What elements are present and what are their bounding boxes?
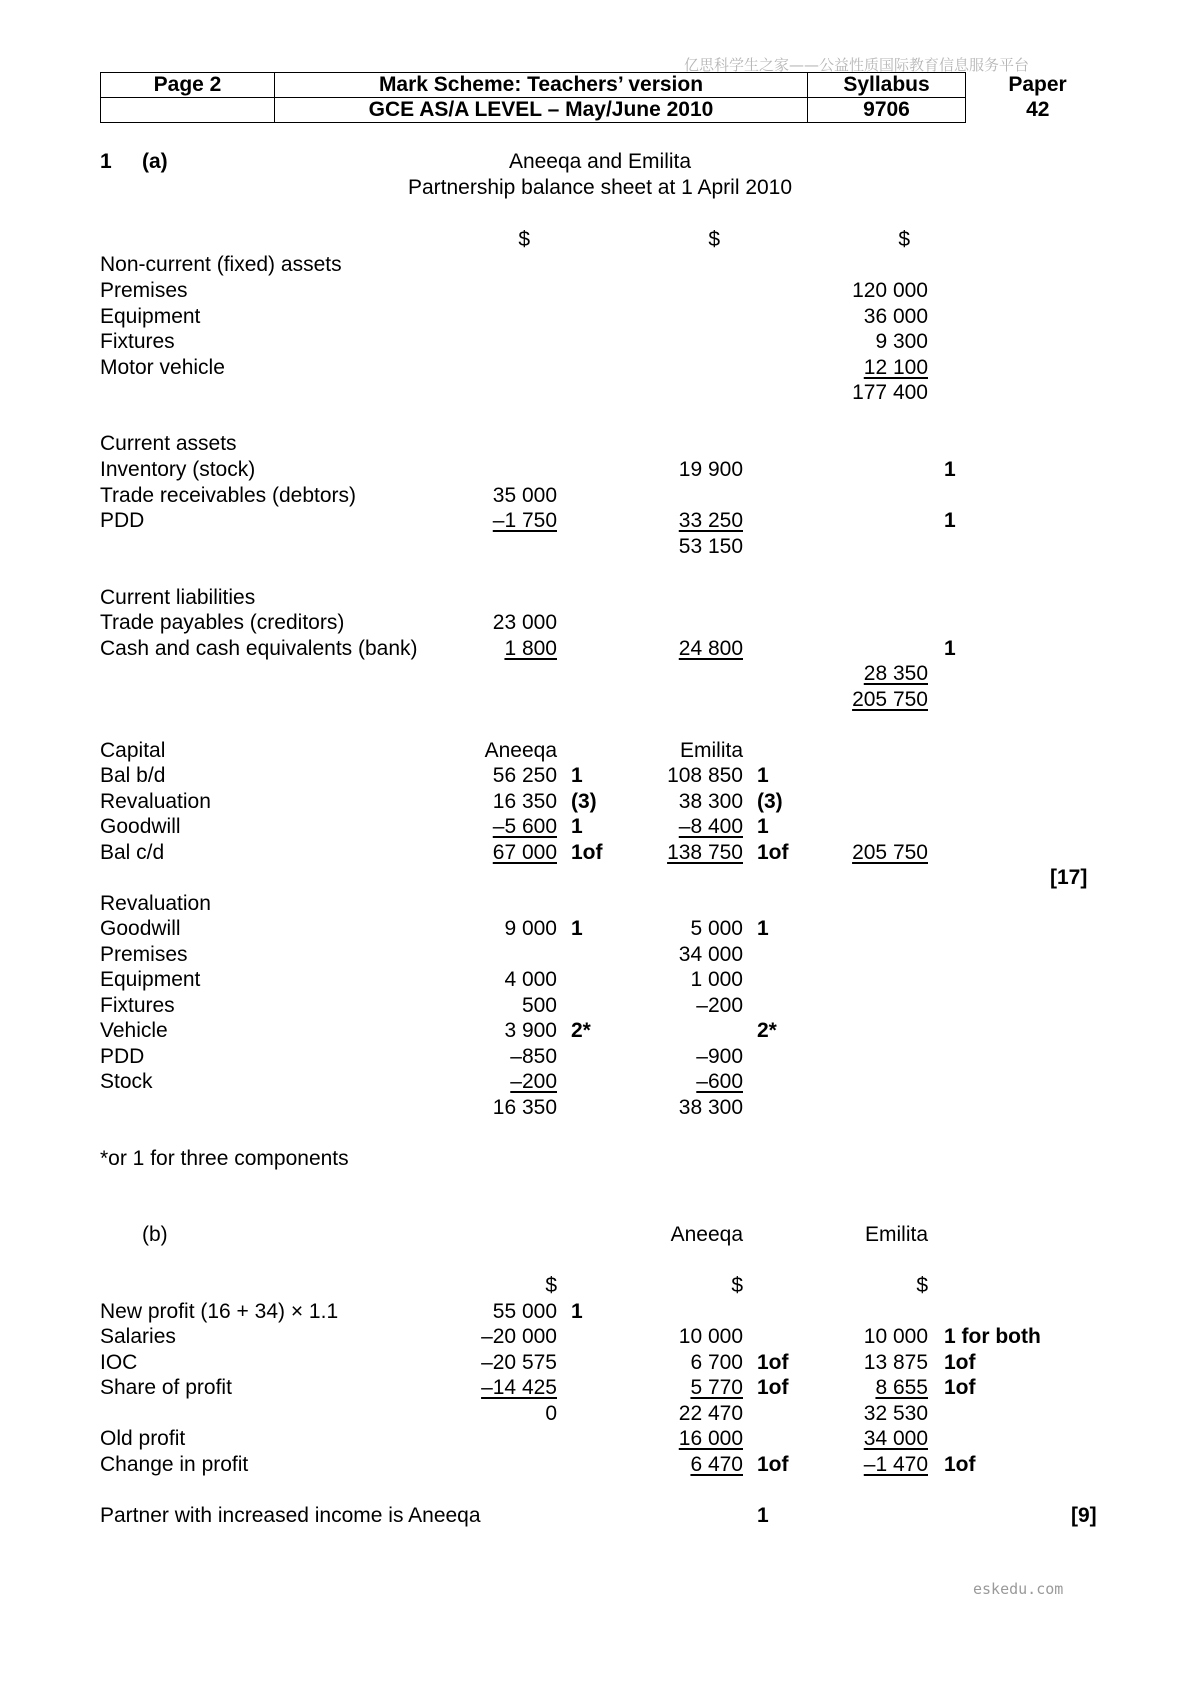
header-title: Mark Scheme: Teachers’ version: [275, 73, 808, 98]
capital-row-label: Bal b/d: [100, 764, 166, 787]
revaluation-heading: Revaluation: [100, 892, 211, 915]
revaluation-aneeqa-mark: 2*: [571, 1019, 591, 1042]
part-b-total-marks: [9]: [1071, 1504, 1097, 1527]
payables-label: Trade payables (creditors): [100, 611, 345, 634]
equipment-label: Equipment: [100, 305, 201, 328]
net-current-assets: 28 350: [863, 662, 928, 685]
receivables-value: 35 000: [492, 484, 557, 507]
watermark-top: 亿思科学生之家——公益性质国际教育信息服务平台: [684, 56, 1030, 74]
revaluation-aneeqa-value: 9 000: [504, 917, 557, 940]
change-profit-label: Change in profit: [100, 1453, 249, 1476]
change-profit-aneeqa-mark: 1of: [757, 1453, 789, 1476]
revaluation-row-label: Premises: [100, 943, 188, 966]
ncfa-heading: Non-current (fixed) assets: [100, 253, 342, 276]
part-b-aneeqa-mark: 1of: [757, 1376, 789, 1399]
part-b-emilita-mark: 1 for both: [944, 1325, 1041, 1348]
bank-value: 1 800: [504, 637, 557, 660]
question-part-b: (b): [142, 1223, 168, 1246]
pdd-label: PDD: [100, 509, 145, 532]
inventory-label: Inventory (stock): [100, 458, 256, 481]
part-b-emilita-mark: 1of: [944, 1351, 976, 1374]
revaluation-emilita-total: 38 300: [678, 1096, 743, 1119]
revaluation-emilita-mark: 1: [757, 917, 769, 940]
part-b-row-label: Salaries: [100, 1325, 176, 1348]
capital-col-aneeqa: Aneeqa: [484, 739, 557, 762]
revaluation-emilita-value: 34 000: [678, 943, 743, 966]
change-profit-aneeqa: 6 470: [690, 1453, 743, 1476]
capital-emilita-value: –8 400: [678, 815, 743, 838]
receivables-label: Trade receivables (debtors): [100, 484, 356, 507]
header-page: Page 2: [101, 73, 275, 98]
pdd-mark: 1: [944, 509, 956, 532]
header-subtitle: GCE AS/A LEVEL – May/June 2010: [275, 98, 808, 123]
header-table: [100, 72, 1110, 123]
change-profit-emilita-mark: 1of: [944, 1453, 976, 1476]
revaluation-row-label: Vehicle: [100, 1019, 168, 1042]
revaluation-aneeqa-total: 16 350: [492, 1096, 557, 1119]
part-b-currency-col1: $: [545, 1274, 557, 1297]
balance-sheet-total: 205 750: [852, 688, 928, 711]
inventory-value: 19 900: [678, 458, 743, 481]
capital-emilita-mark: 1: [757, 764, 769, 787]
revaluation-emilita-value: 5 000: [690, 917, 743, 940]
part-b-aneeqa-value: 5 770: [690, 1376, 743, 1399]
revaluation-aneeqa-mark: 1: [571, 917, 583, 940]
capital-aneeqa-value: 67 000: [492, 841, 557, 864]
premises-label: Premises: [100, 279, 188, 302]
old-profit-emilita: 34 000: [863, 1427, 928, 1450]
currency-col2: $: [708, 228, 720, 251]
ca-total: 53 150: [678, 535, 743, 558]
footnote: *or 1 for three components: [100, 1147, 349, 1170]
capital-aneeqa-value: –5 600: [492, 815, 557, 838]
part-b-currency-col3: $: [916, 1274, 928, 1297]
part-b-subtotal-aneeqa: 22 470: [678, 1402, 743, 1425]
part-a-total-marks: [17]: [1050, 866, 1088, 889]
equipment-value: 36 000: [863, 305, 928, 328]
revaluation-row-label: Equipment: [100, 968, 201, 991]
capital-aneeqa-mark: 1: [571, 764, 583, 787]
part-b-emilita-value: 8 655: [875, 1376, 928, 1399]
conclusion-mark: 1: [757, 1504, 769, 1527]
revaluation-aneeqa-value: 4 000: [504, 968, 557, 991]
part-b-row-label: IOC: [100, 1351, 138, 1374]
header-paper-label: Paper: [1008, 73, 1067, 96]
capital-col-emilita: Emilita: [679, 739, 743, 762]
revaluation-emilita-value: –900: [696, 1045, 743, 1068]
question-part-a: (a): [142, 150, 168, 173]
revaluation-aneeqa-value: –200: [510, 1070, 557, 1093]
watermark-bottom: eskedu.com: [973, 1580, 1064, 1598]
capital-emilita-value: 38 300: [678, 790, 743, 813]
revaluation-emilita-value: –200: [696, 994, 743, 1017]
part-b-col-aneeqa: Aneeqa: [670, 1223, 743, 1246]
revaluation-emilita-value: –600: [696, 1070, 743, 1093]
part-b-emilita-mark: 1of: [944, 1376, 976, 1399]
capital-row-label: Bal c/d: [100, 841, 165, 864]
revaluation-aneeqa-value: 500: [521, 994, 557, 1017]
currency-col3: $: [898, 228, 910, 251]
cl-heading: Current liabilities: [100, 586, 256, 609]
change-profit-emilita: –1 470: [863, 1453, 928, 1476]
capital-total: 205 750: [852, 841, 928, 864]
question-number: 1: [100, 150, 112, 173]
payables-value: 23 000: [492, 611, 557, 634]
part-b-emilita-value: 13 875: [863, 1351, 928, 1374]
revaluation-row-label: Goodwill: [100, 917, 181, 940]
capital-heading: Capital: [100, 739, 166, 762]
part-b-total-value: –14 425: [481, 1376, 557, 1399]
ncfa-total: 177 400: [852, 381, 928, 404]
part-b-total-value: 55 000: [492, 1300, 557, 1323]
part-b-emilita-value: 10 000: [863, 1325, 928, 1348]
old-profit-label: Old profit: [100, 1427, 186, 1450]
vehicle-value: 12 100: [863, 356, 928, 379]
part-b-aneeqa-value: 10 000: [678, 1325, 743, 1348]
revaluation-row-label: PDD: [100, 1045, 145, 1068]
fixtures-value: 9 300: [875, 330, 928, 353]
part-b-row-label: New profit (16 + 34) × 1.1: [100, 1300, 339, 1323]
part-b-subtotal-emilita: 32 530: [863, 1402, 928, 1425]
premises-value: 120 000: [852, 279, 928, 302]
part-b-subtotal-total: 0: [545, 1402, 557, 1425]
statement-subtitle: Partnership balance sheet at 1 April 2010: [407, 176, 793, 199]
capital-aneeqa-value: 56 250: [492, 764, 557, 787]
part-b-col-emilita: Emilita: [864, 1223, 928, 1246]
capital-aneeqa-mark: 1: [571, 815, 583, 838]
capital-emilita-value: 138 750: [667, 841, 743, 864]
vehicle-label: Motor vehicle: [100, 356, 225, 379]
revaluation-aneeqa-value: –850: [510, 1045, 557, 1068]
capital-aneeqa-mark: (3): [571, 790, 597, 813]
part-b-row-label: Share of profit: [100, 1376, 232, 1399]
part-b-aneeqa-mark: 1of: [757, 1351, 789, 1374]
capital-emilita-mark: (3): [757, 790, 783, 813]
bank-label: Cash and cash equivalents (bank): [100, 637, 418, 660]
bank-mark: 1: [944, 637, 956, 660]
header-paper-value: 42: [1026, 98, 1050, 121]
conclusion-text: Partner with increased income is Aneeqa: [100, 1504, 481, 1527]
capital-emilita-mark: 1: [757, 815, 769, 838]
capital-aneeqa-value: 16 350: [492, 790, 557, 813]
currency-col1: $: [518, 228, 530, 251]
ca-heading: Current assets: [100, 432, 237, 455]
part-b-total-value: –20 575: [481, 1351, 557, 1374]
revaluation-row-label: Fixtures: [100, 994, 175, 1017]
part-b-total-value: –20 000: [481, 1325, 557, 1348]
capital-row-label: Revaluation: [100, 790, 211, 813]
pdd-value: –1 750: [492, 509, 557, 532]
revaluation-aneeqa-value: 3 900: [504, 1019, 557, 1042]
capital-emilita-value: 108 850: [667, 764, 743, 787]
part-b-currency-col2: $: [731, 1274, 743, 1297]
capital-row-label: Goodwill: [100, 815, 181, 838]
part-b-aneeqa-value: 6 700: [690, 1351, 743, 1374]
net-receivables-value: 33 250: [678, 509, 743, 532]
revaluation-emilita-value: 1 000: [690, 968, 743, 991]
fixtures-label: Fixtures: [100, 330, 175, 353]
capital-aneeqa-mark: 1of: [571, 841, 603, 864]
old-profit-aneeqa: 16 000: [678, 1427, 743, 1450]
revaluation-row-label: Stock: [100, 1070, 153, 1093]
header-syllabus-label: Syllabus: [808, 73, 966, 98]
inventory-mark: 1: [944, 458, 956, 481]
header-empty-cell: [101, 98, 275, 123]
part-b-total-mark: 1: [571, 1300, 583, 1323]
header-syllabus-value: 9706: [808, 98, 966, 123]
revaluation-emilita-mark: 2*: [757, 1019, 777, 1042]
capital-emilita-mark: 1of: [757, 841, 789, 864]
cl-total: 24 800: [678, 637, 743, 660]
statement-title: Aneeqa and Emilita: [508, 150, 692, 173]
